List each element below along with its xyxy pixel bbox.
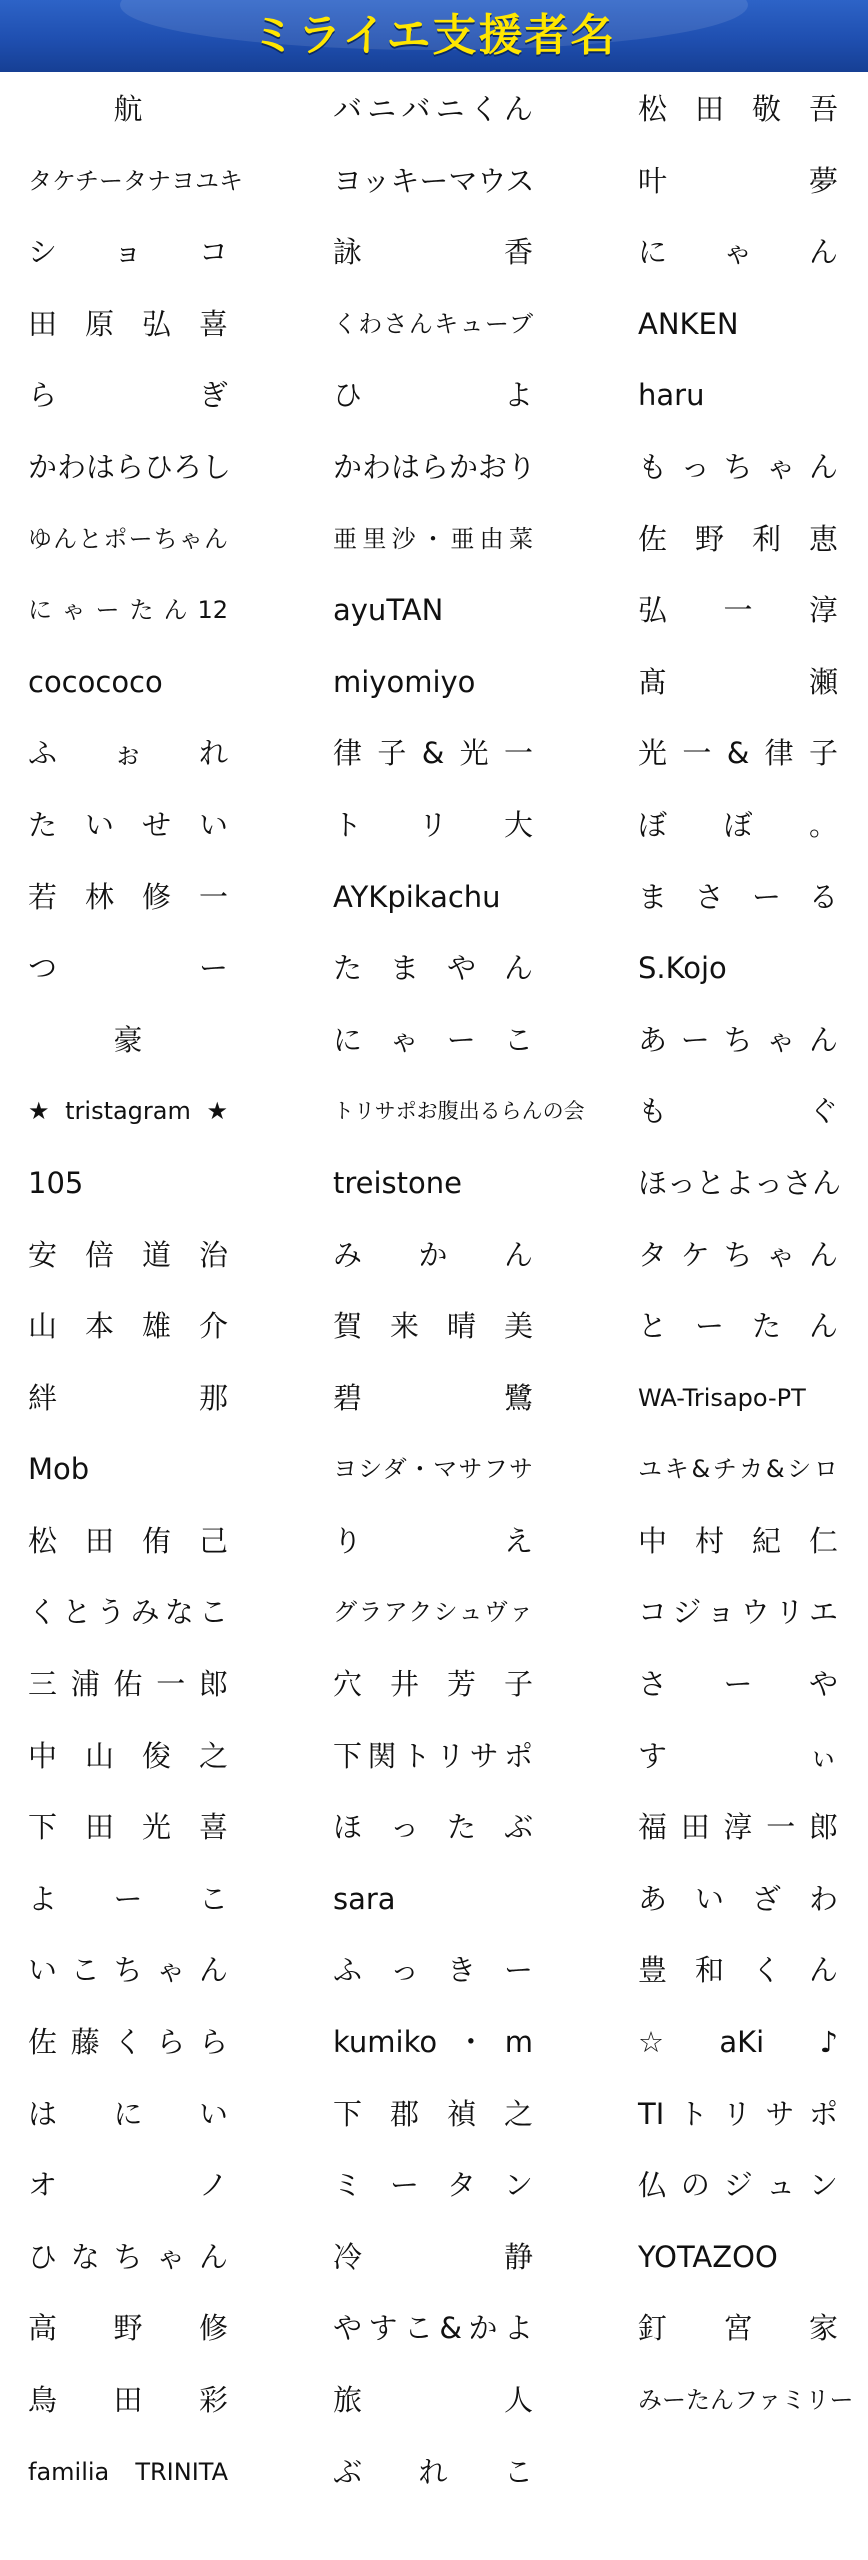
- supporter-name: タケチータナヨユキ: [28, 166, 244, 195]
- supporter-name: やすこ&かよ: [333, 2311, 533, 2346]
- supporter-name: 航: [113, 92, 143, 126]
- supporter-column-3: [638, 74, 854, 2437]
- supporter-name: ヨシダ・マサフサ: [333, 1455, 533, 1484]
- supporter-column-1: [28, 74, 244, 2508]
- supporter-name: 佐野利恵: [638, 521, 838, 556]
- page-header: [0, 0, 868, 72]
- supporter-name: もぐ: [638, 1094, 838, 1129]
- supporter-name: 中村紀仁: [638, 1523, 838, 1558]
- supporter-name: とーたん: [638, 1309, 838, 1344]
- supporter-name: ふぉれ: [28, 736, 228, 771]
- supporter-name: よーこ: [28, 1881, 228, 1916]
- supporter-name-grid: [0, 74, 868, 2560]
- supporter-name: 弘一淳: [638, 593, 838, 628]
- supporter-name: familia TRINITA: [28, 2457, 228, 2486]
- page-title: ミライエ支援者名: [251, 10, 617, 61]
- supporter-name: 三浦佑一郎: [28, 1667, 228, 1702]
- supporter-name: かわはらひろし: [28, 449, 232, 484]
- supporter-name: YOTAZOO: [638, 2239, 778, 2274]
- supporter-name: 105: [28, 1165, 84, 1200]
- supporter-name: 碧鷺: [333, 1380, 533, 1415]
- supporter-name: ぼぼ。: [638, 807, 838, 842]
- supporter-name: ☆aKi♪: [638, 2025, 838, 2060]
- supporter-name: トリサポお腹出るらんの会: [333, 1099, 585, 1124]
- supporter-name: 叶夢: [638, 163, 838, 198]
- supporter-name: 福田淳一郎: [638, 1810, 838, 1845]
- supporter-name: ほったぶ: [333, 1810, 533, 1845]
- supporter-name: トリ大: [333, 807, 533, 842]
- supporter-name: 豊和くん: [638, 1953, 838, 1988]
- supporter-name: ぶれこ: [333, 2454, 533, 2489]
- supporter-name: タケちゃん: [638, 1237, 838, 1272]
- supporter-name: AYKpikachu: [333, 879, 501, 914]
- supporter-name: 穴井芳子: [333, 1667, 533, 1702]
- supporter-name: オノ: [28, 2168, 228, 2203]
- supporter-name: らぎ: [28, 378, 228, 413]
- supporter-name: あいざわ: [638, 1881, 838, 1916]
- supporter-name: 髙瀬: [638, 664, 838, 699]
- supporter-name: 絆那: [28, 1380, 228, 1415]
- supporter-name: 松田敬吾: [638, 92, 838, 126]
- supporter-name: ショコ: [28, 235, 228, 270]
- supporter-name: 山本雄介: [28, 1309, 228, 1344]
- supporter-name: 佐藤くらら: [28, 2025, 228, 2060]
- supporter-name: まさーる: [638, 879, 838, 914]
- supporter-name: りえ: [333, 1523, 533, 1558]
- supporter-name: 中山俊之: [28, 1738, 228, 1773]
- supporter-name: kumiko・m: [333, 2025, 533, 2060]
- supporter-name: 冷静: [333, 2239, 533, 2274]
- supporter-column-2: [333, 74, 585, 2508]
- supporter-name: 釘宮家: [638, 2311, 838, 2346]
- supporter-name: 下田光喜: [28, 1810, 228, 1845]
- supporter-name: 旅人: [333, 2383, 533, 2417]
- supporter-name: つー: [28, 951, 228, 986]
- supporter-name: ANKEN: [638, 306, 739, 341]
- supporter-name: haru: [638, 378, 705, 413]
- supporter-name: すぃ: [638, 1738, 838, 1773]
- supporter-name: くとうみなこ: [28, 1595, 228, 1630]
- supporter-name: たいせい: [28, 807, 228, 842]
- supporter-name: 安倍道治: [28, 1237, 228, 1272]
- supporter-name: ふっきー: [333, 1953, 533, 1988]
- supporter-name: ひよ: [333, 378, 533, 413]
- supporter-name: 仏のジュン: [638, 2168, 838, 2203]
- supporter-name: sara: [333, 1881, 396, 1916]
- supporter-name: ユキ&チカ&シロ: [638, 1455, 838, 1484]
- supporter-name: いこちゃん: [28, 1953, 228, 1988]
- supporter-name: はにい: [28, 2096, 228, 2131]
- supporter-name: みかん: [333, 1237, 533, 1272]
- supporter-name: 松田侑己: [28, 1523, 228, 1558]
- supporter-name: ayuTAN: [333, 593, 444, 628]
- supporter-name: あーちゃん: [638, 1022, 838, 1057]
- supporter-name: treistone: [333, 1165, 462, 1200]
- supporter-name: Mob: [28, 1452, 90, 1487]
- supporter-name: ほっとよっさん: [638, 1165, 842, 1200]
- supporter-name: ゆんとポーちゃん: [28, 524, 228, 553]
- supporter-name: ひなちゃん: [28, 2239, 228, 2274]
- supporter-name: 若林修一: [28, 879, 228, 914]
- supporter-name: かわはらかおり: [333, 449, 537, 484]
- supporter-name: もっちゃん: [638, 449, 838, 484]
- supporter-name: 豪: [113, 1022, 143, 1057]
- supporter-name: ミータン: [333, 2168, 533, 2203]
- supporter-name: 詠香: [333, 235, 533, 270]
- supporter-name: 律子&光一: [333, 736, 533, 771]
- supporter-name: ヨッキーマウス: [333, 163, 535, 198]
- supporter-name: TIトリサポ: [638, 2096, 838, 2131]
- supporter-name: miyomiyo: [333, 664, 476, 699]
- supporter-name: S.Kojo: [638, 951, 727, 986]
- supporter-name: たまやん: [333, 951, 533, 986]
- supporter-name: 賀来晴美: [333, 1309, 533, 1344]
- supporter-name: くわさんキューブ: [333, 309, 533, 338]
- supporter-name: 光一&律子: [638, 736, 838, 771]
- supporter-name: 鳥田彩: [28, 2383, 228, 2417]
- supporter-name: にゃーこ: [333, 1022, 533, 1057]
- supporter-name: バニバニくん: [333, 92, 533, 126]
- supporter-name: WA-Trisapo-PT: [638, 1383, 806, 1412]
- supporter-name: コジョウリエ: [638, 1595, 838, 1630]
- supporter-name: グラアクシュヴァ: [333, 1598, 533, 1627]
- supporter-name: みーたんファミリー: [638, 2386, 854, 2414]
- supporter-name: ★tristagram★: [28, 1097, 228, 1126]
- supporter-name: 田原弘喜: [28, 306, 228, 341]
- supporter-name: にゃん: [638, 235, 838, 270]
- supporter-name: 高野修: [28, 2311, 228, 2346]
- supporter-name: にゃーたん12: [28, 596, 228, 625]
- supporter-name: 下関トリサポ: [333, 1738, 533, 1773]
- supporter-name: 亜里沙・亜由菜: [333, 524, 533, 553]
- supporter-name: 下郡禎之: [333, 2096, 533, 2131]
- supporter-name: さーや: [638, 1667, 838, 1702]
- supporter-name: cocococo: [28, 664, 163, 699]
